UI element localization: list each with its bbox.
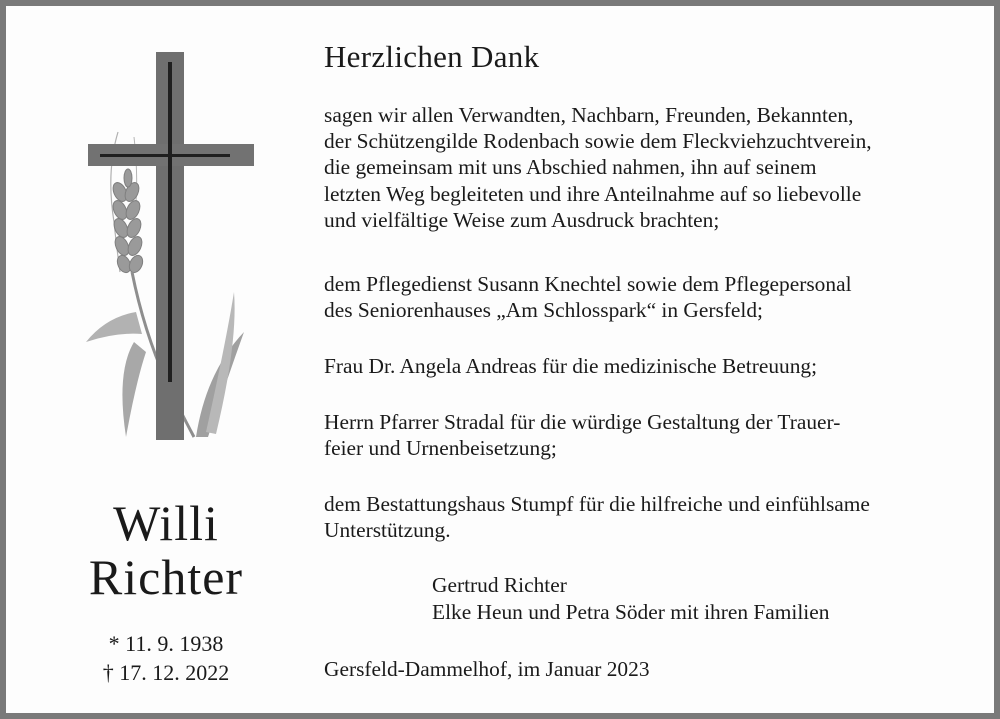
notice-heading: Herzlichen Dank xyxy=(324,39,540,74)
deceased-first-name: Willi xyxy=(113,495,219,551)
memorial-column xyxy=(6,6,306,713)
signer-name: Elke Heun und Petra Söder mit ihren Familien xyxy=(432,600,830,624)
thanks-paragraph: sagen wir allen Verwandten, Nachbarn, Freunden, Bekannten, der Schützengilde Rodenbach sowie dem Fleckviehzuchtverein, die gemeinsam mit uns Abschied nahmen, ihn auf seinem letzten Weg begleiteten und ihre Anteilnahme auf so liebevolle und vielfältige Weise zum Ausdruck brachten; xyxy=(324,103,872,232)
place-and-date: Gersfeld-Dammelhof, im Januar 2023 xyxy=(324,657,650,681)
thanks-paragraph: dem Pflegedienst Susann Knechtel sowie dem Pflegepersonal des Seniorenhauses „Am Schlosspark“ in Gersfeld; xyxy=(324,272,852,323)
thanks-paragraph: Frau Dr. Angela Andreas für die medizinische Betreuung; xyxy=(324,354,818,378)
thanks-column xyxy=(324,0,984,719)
cross-with-wheat-icon xyxy=(76,42,256,442)
signers-block xyxy=(432,572,829,626)
deceased-last-name: Richter xyxy=(88,549,244,605)
thanks-paragraph: dem Bestattungshaus Stumpf für die hilfreiche und einfühlsame Unterstützung. xyxy=(324,492,870,543)
thanks-paragraph: Herrn Pfarrer Stradal für die würdige Gestaltung der Trauer- feier und Urnenbeisetzung; xyxy=(324,410,841,461)
death-date: † 17. 12. 2022 xyxy=(102,660,230,685)
signer-name: Gertrud Richter xyxy=(432,573,567,597)
birth-date: * 11. 9. 1938 xyxy=(108,631,224,656)
